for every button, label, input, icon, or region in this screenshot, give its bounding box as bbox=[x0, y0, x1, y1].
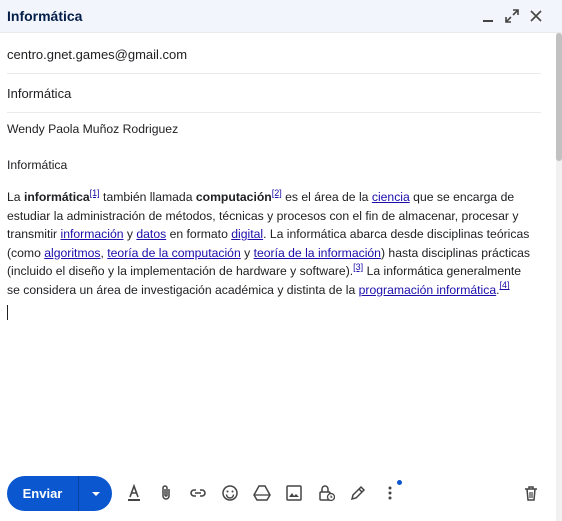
expand-icon bbox=[505, 9, 519, 23]
link-datos[interactable]: datos bbox=[136, 227, 167, 241]
insert-photo-button[interactable] bbox=[284, 483, 304, 503]
link-programacion-informatica[interactable]: programación informática bbox=[358, 282, 497, 297]
minimize-icon bbox=[481, 9, 495, 23]
link-teoria-informacion[interactable]: teoría de la información bbox=[253, 245, 381, 260]
link-teoria-computacion[interactable]: teoría de la computación bbox=[107, 245, 241, 260]
compose-toolbar bbox=[0, 474, 562, 512]
minimize-button[interactable] bbox=[478, 6, 498, 26]
expand-button[interactable] bbox=[502, 6, 522, 26]
bold-term-computacion: computación bbox=[195, 190, 272, 204]
body-heading: Informática bbox=[7, 157, 68, 172]
link-icon bbox=[189, 484, 207, 502]
link-digital[interactable]: digital bbox=[231, 227, 264, 241]
to-field[interactable] bbox=[7, 36, 541, 74]
image-icon bbox=[285, 484, 303, 502]
drive-icon bbox=[253, 484, 271, 502]
scrollbar-thumb[interactable] bbox=[556, 33, 562, 161]
subject-value: Informática bbox=[7, 86, 72, 101]
link-ciencia[interactable]: ciencia bbox=[371, 190, 410, 204]
compose-title: Informática bbox=[7, 8, 83, 24]
emoji-button[interactable] bbox=[220, 483, 240, 503]
link-informacion[interactable]: información bbox=[60, 227, 124, 241]
chevron-down-icon bbox=[90, 488, 102, 500]
text-cursor bbox=[7, 305, 8, 320]
send-button[interactable]: Enviar bbox=[7, 476, 79, 511]
close-icon bbox=[529, 9, 543, 23]
bold-term-informatica: informática bbox=[23, 190, 90, 204]
lock-clock-icon bbox=[317, 484, 335, 502]
attach-icon bbox=[157, 484, 175, 502]
attach-button[interactable] bbox=[156, 483, 176, 503]
notification-dot bbox=[397, 480, 402, 485]
confidential-mode-button[interactable] bbox=[316, 483, 336, 503]
more-vert-icon bbox=[381, 484, 399, 502]
close-button[interactable] bbox=[526, 6, 546, 26]
text-format-icon bbox=[125, 484, 143, 502]
reference-link-2[interactable]: [2] bbox=[271, 187, 282, 198]
drive-button[interactable] bbox=[252, 483, 272, 503]
more-options-button[interactable] bbox=[380, 483, 400, 503]
body-paragraph: La informática[1] también llamada computación[2] es el área de la ciencia que se encarga de estudiar la administración de métodos, técnicas y procesos con el fin de almacenar, procesar y transmitir información y datos en formato digital. La informática abarca desde disciplinas teóricas (como algoritmos, teoría de la computación y teoría de la información) hasta disciplinas prácticas (incluido el diseño y la implementación de hardware y software).[3] La informática generalmente se considera un área de investigación académica y distinta de la programación informática.[4] bbox=[7, 187, 530, 297]
link-algoritmos[interactable]: algoritmos bbox=[44, 245, 101, 260]
emoji-icon bbox=[221, 484, 239, 502]
send-button-group bbox=[7, 476, 112, 511]
signature-name: Wendy Paola Muñoz Rodriguez bbox=[7, 122, 179, 136]
signature-button[interactable] bbox=[348, 483, 368, 503]
trash-icon bbox=[522, 484, 540, 502]
send-options-button[interactable] bbox=[79, 476, 112, 511]
pen-icon bbox=[349, 484, 367, 502]
reference-link-4[interactable]: [4] bbox=[499, 280, 510, 291]
reference-link-3[interactable]: [3] bbox=[353, 261, 364, 272]
formatting-button[interactable] bbox=[124, 483, 144, 503]
scrollbar[interactable] bbox=[556, 33, 562, 521]
message-body[interactable] bbox=[7, 120, 541, 326]
insert-link-button[interactable] bbox=[188, 483, 208, 503]
discard-draft-button[interactable] bbox=[521, 483, 541, 503]
subject-field[interactable] bbox=[7, 75, 541, 113]
recipient-email: centro.gnet.games@gmail.com bbox=[7, 47, 188, 62]
compose-header bbox=[0, 0, 562, 33]
window-controls bbox=[478, 6, 546, 26]
reference-link-1[interactable]: [1] bbox=[89, 187, 100, 198]
